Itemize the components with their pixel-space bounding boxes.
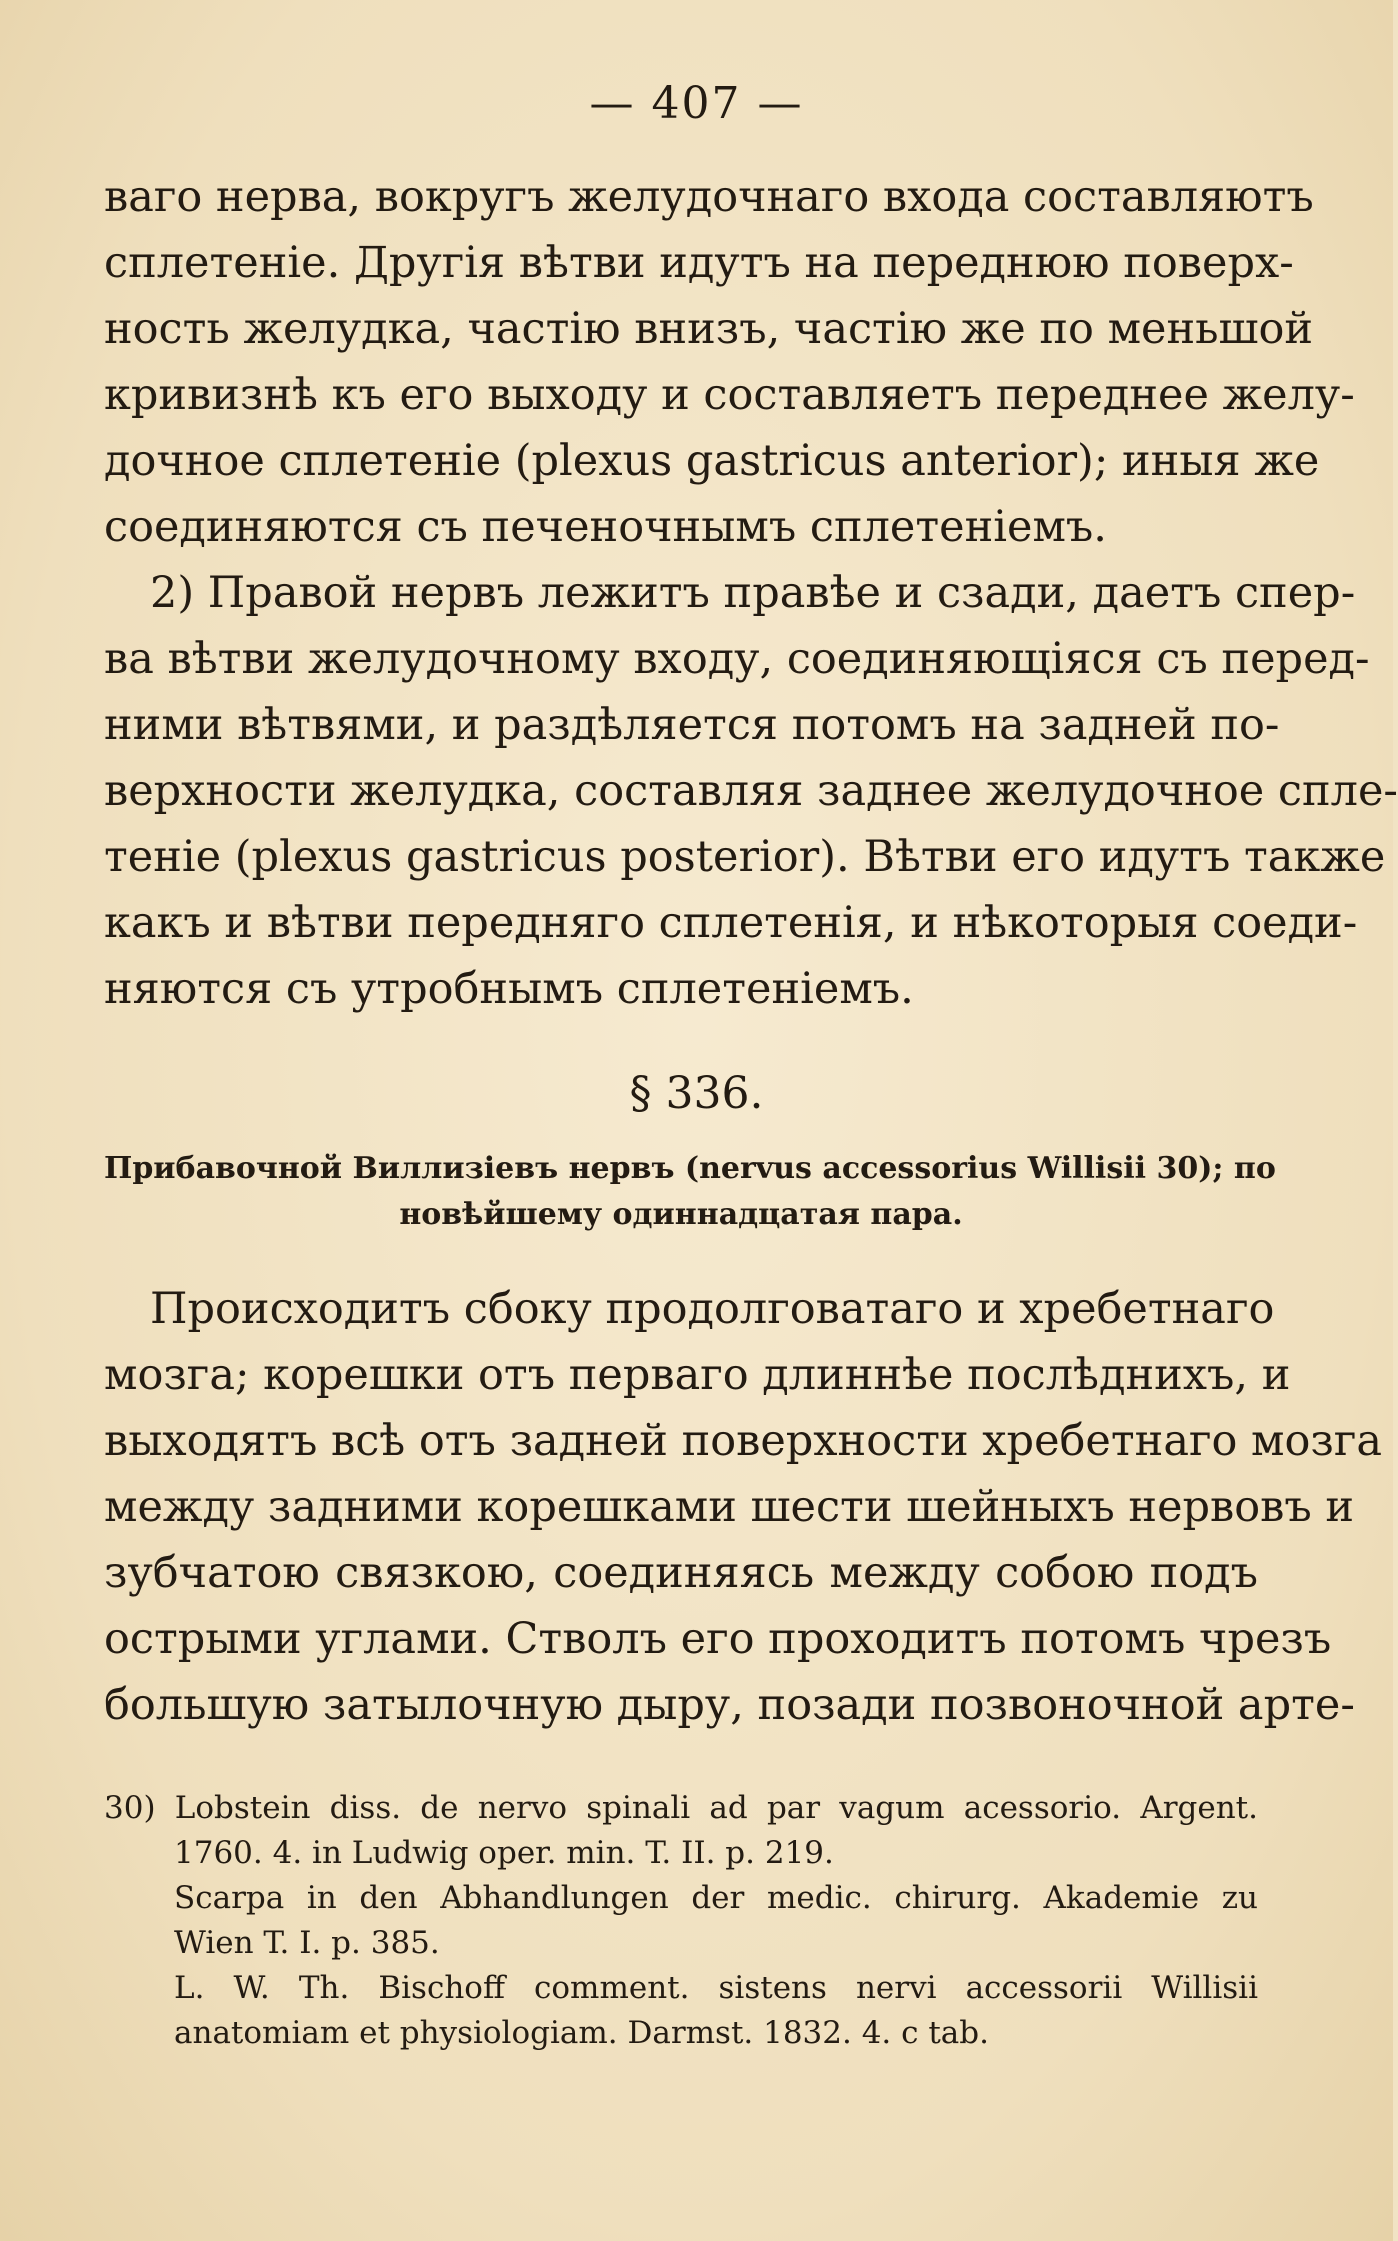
paragraph-3 [104,1276,1382,1738]
text-line: зубчатою связкою, соединяясь между собою подъ [104,1548,1258,1598]
footnote-line: Wien T. I. p. 385. [174,1925,440,1961]
text-line: между задними корешками шести шейныхъ нервовъ и [104,1482,1355,1532]
section-heading [104,1146,1276,1238]
footnote-line: 30) Lobstein diss. de nervo spinali ad par vagum acessorio. Argent. [104,1790,1258,1826]
text-line: ними вѣтвями, и раздѣляется потомъ на задней по- [104,700,1280,750]
text-line: острыми углами. Стволъ его проходитъ потомъ чрезъ [104,1614,1332,1664]
text-line: выходятъ всѣ отъ задней поверхности хребетнаго мозга [104,1416,1382,1466]
text-line: мозга; корешки отъ перваго длиннѣе послѣднихъ, и [104,1350,1291,1400]
paragraph-1 [104,164,1355,560]
text-line: Происходитъ сбоку продолговатаго и хребетнаго [150,1284,1275,1334]
text-line: ва вѣтви желудочному входу, соединяющіяся съ перед- [104,634,1370,684]
heading-line: Прибавочной Виллизіевъ нервъ (nervus accessorius Willisii 30); по [104,1151,1276,1186]
paragraph-2 [104,560,1398,1022]
text-line: дочное сплетеніе (plexus gastricus anterior); иныя же [104,436,1320,486]
text-line: 2) Правой нервъ лежитъ правѣе и сзади, даетъ спер- [150,568,1356,618]
section-number: § 336. [629,1068,764,1119]
heading-line: новѣйшему одиннадцатая пара. [399,1197,963,1232]
footnotes [104,1786,1258,2056]
footnote-line: L. W. Th. Bischoff comment. sistens nervi accessorii Willisii [174,1970,1258,2006]
text-line: теніе (plexus gastricus posterior). Вѣтви его идутъ также [104,832,1386,882]
footnote-line: anatomiam et physiologiam. Darmst. 1832. 4. c tab. [174,2015,989,2051]
footnote-line: Scarpa in den Abhandlungen der medic. chirurg. Akademie zu [174,1880,1258,1916]
text-line: няются съ утробнымъ сплетеніемъ. [104,964,914,1014]
footnote-line: 1760. 4. in Ludwig oper. min. T. II. p. 219. [174,1835,834,1871]
text-line: сплетеніе. Другія вѣтви идутъ на переднюю поверх- [104,238,1294,288]
text-line: кривизнѣ къ его выходу и составляетъ переднее желу- [104,370,1355,420]
text-line: ность желудка, частію внизъ, частію же по меньшой [104,304,1314,354]
text-line: какъ и вѣтви передняго сплетенія, и нѣкоторыя соеди- [104,898,1358,948]
text-line: верхности желудка, составляя заднее желудочное спле- [104,766,1398,816]
text-line: соединяются съ печеночнымъ сплетеніемъ. [104,502,1107,552]
text-line: большую затылочную дыру, позади позвоночной арте- [104,1680,1355,1730]
text-line: ваго нерва, вокругъ желудочнаго входа составляютъ [104,172,1314,222]
page-number: — 407 — [589,78,804,129]
